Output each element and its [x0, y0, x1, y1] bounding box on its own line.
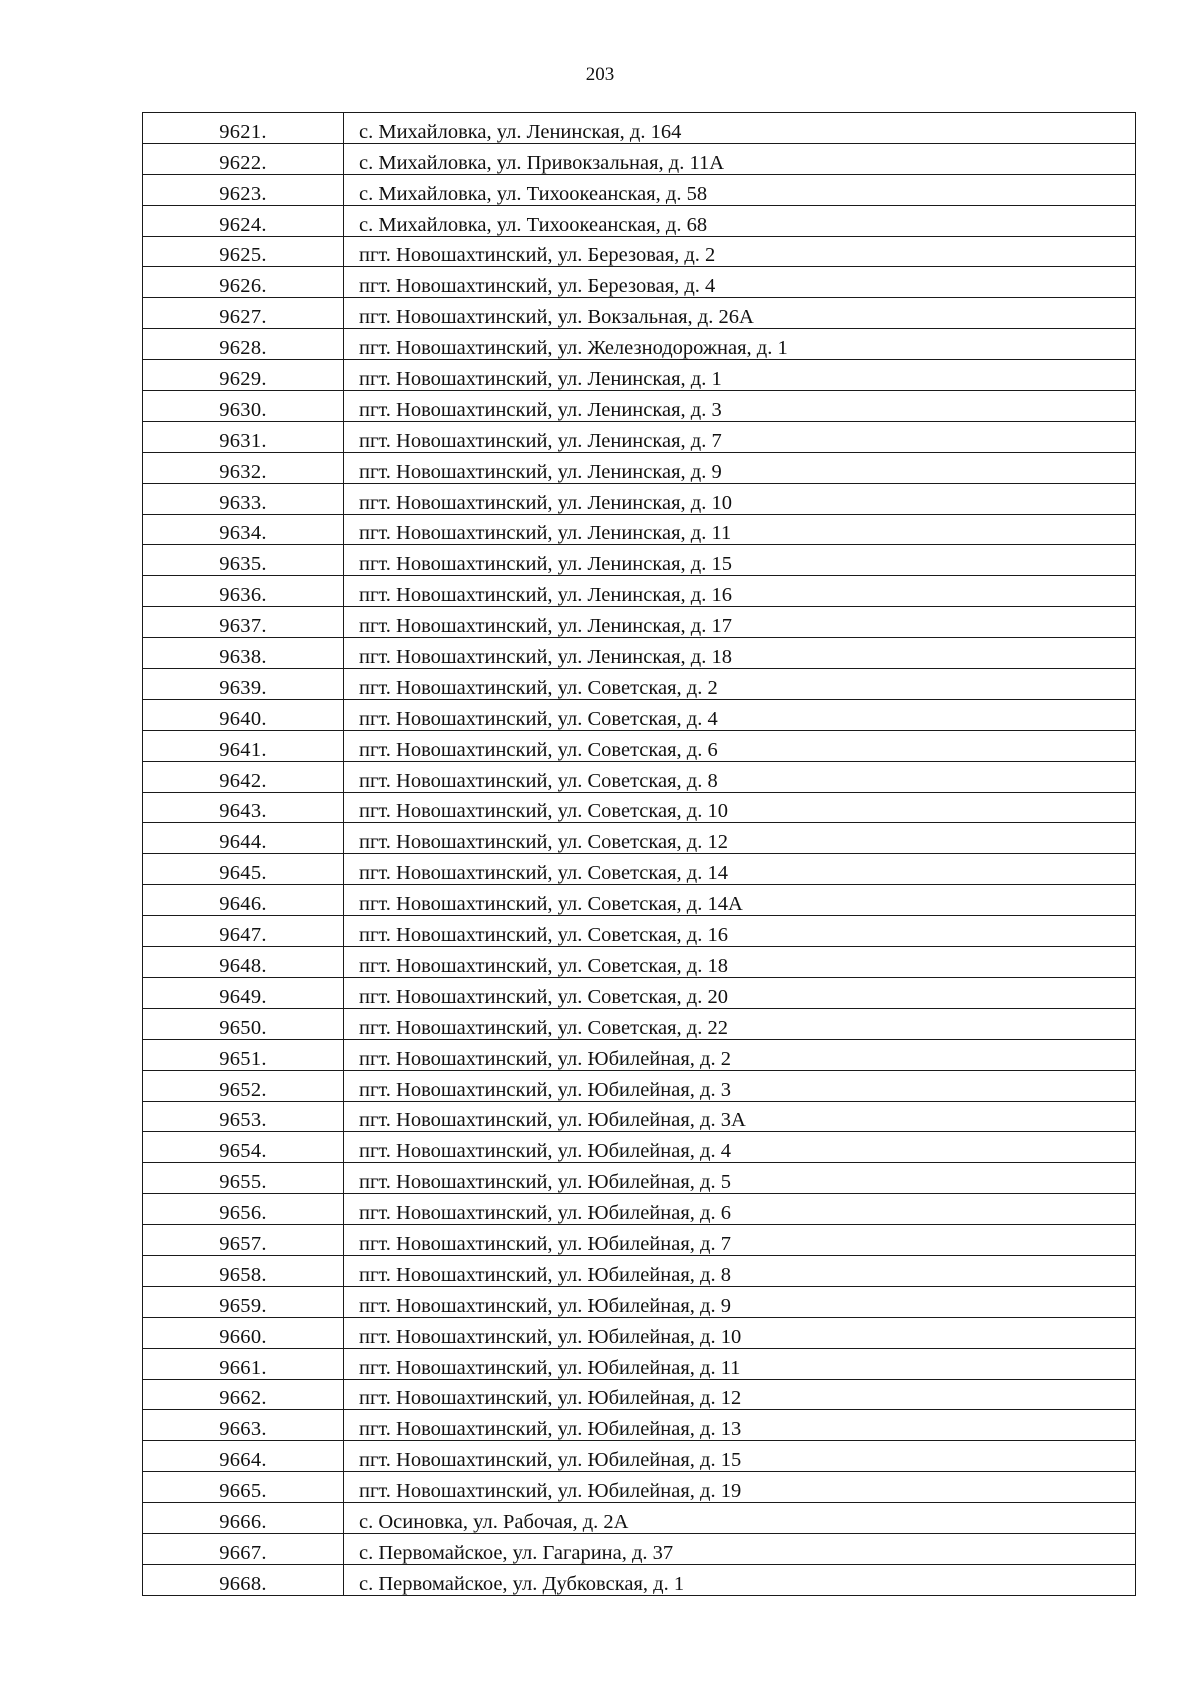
table-row	[143, 1039, 1136, 1070]
row-address: пгт. Новошахтинский, ул. Юбилейная, д. 2	[344, 1039, 1136, 1070]
table-row	[143, 1441, 1136, 1472]
row-address: пгт. Новошахтинский, ул. Советская, д. 18	[344, 947, 1136, 978]
page-number: 203	[585, 64, 615, 85]
table-row	[143, 1410, 1136, 1441]
row-number: 9658.	[143, 1255, 344, 1286]
row-number: 9654.	[143, 1132, 344, 1163]
table-row	[143, 854, 1136, 885]
address-table	[142, 112, 1136, 1596]
table-row	[143, 329, 1136, 360]
row-number: 9641.	[143, 730, 344, 761]
table-row	[143, 1132, 1136, 1163]
row-address: пгт. Новошахтинский, ул. Юбилейная, д. 6	[344, 1194, 1136, 1225]
table-row	[143, 1255, 1136, 1286]
row-address: пгт. Новошахтинский, ул. Советская, д. 14	[344, 854, 1136, 885]
row-address: с. Михайловка, ул. Ленинская, д. 164	[344, 113, 1136, 144]
row-number: 9636.	[143, 576, 344, 607]
row-address: пгт. Новошахтинский, ул. Советская, д. 8	[344, 761, 1136, 792]
table-row	[143, 236, 1136, 267]
table-row	[143, 761, 1136, 792]
row-address: пгт. Новошахтинский, ул. Юбилейная, д. 5	[344, 1163, 1136, 1194]
row-number: 9666.	[143, 1503, 344, 1534]
table-row	[143, 113, 1136, 144]
row-number: 9635.	[143, 545, 344, 576]
address-table-body	[143, 113, 1136, 1596]
table-row	[143, 267, 1136, 298]
row-number: 9621.	[143, 113, 344, 144]
row-number: 9637.	[143, 607, 344, 638]
row-number: 9625.	[143, 236, 344, 267]
row-number: 9655.	[143, 1163, 344, 1194]
table-row	[143, 1008, 1136, 1039]
row-number: 9647.	[143, 916, 344, 947]
row-number: 9634.	[143, 514, 344, 545]
row-number: 9656.	[143, 1194, 344, 1225]
table-row	[143, 205, 1136, 236]
row-number: 9640.	[143, 699, 344, 730]
row-address: с. Михайловка, ул. Привокзальная, д. 11А	[344, 143, 1136, 174]
row-address: с. Первомайское, ул. Дубковская, д. 1	[344, 1564, 1136, 1595]
row-address: пгт. Новошахтинский, ул. Юбилейная, д. 8	[344, 1255, 1136, 1286]
row-address: пгт. Новошахтинский, ул. Советская, д. 22	[344, 1008, 1136, 1039]
table-row	[143, 1101, 1136, 1132]
table-row	[143, 1564, 1136, 1595]
row-number: 9643.	[143, 792, 344, 823]
row-address: пгт. Новошахтинский, ул. Юбилейная, д. 13	[344, 1410, 1136, 1441]
row-number: 9630.	[143, 391, 344, 422]
row-address: пгт. Новошахтинский, ул. Ленинская, д. 7	[344, 421, 1136, 452]
table-row	[143, 545, 1136, 576]
row-number: 9623.	[143, 174, 344, 205]
row-number: 9659.	[143, 1286, 344, 1317]
table-row	[143, 823, 1136, 854]
table-row	[143, 669, 1136, 700]
row-number: 9652.	[143, 1070, 344, 1101]
row-address: пгт. Новошахтинский, ул. Юбилейная, д. 7	[344, 1225, 1136, 1256]
table-row	[143, 514, 1136, 545]
row-address: пгт. Новошахтинский, ул. Советская, д. 20	[344, 977, 1136, 1008]
row-address: пгт. Новошахтинский, ул. Ленинская, д. 3	[344, 391, 1136, 422]
row-address: пгт. Новошахтинский, ул. Юбилейная, д. 4	[344, 1132, 1136, 1163]
row-address: пгт. Новошахтинский, ул. Юбилейная, д. 19	[344, 1472, 1136, 1503]
row-number: 9651.	[143, 1039, 344, 1070]
row-number: 9653.	[143, 1101, 344, 1132]
row-number: 9661.	[143, 1348, 344, 1379]
table-row	[143, 699, 1136, 730]
row-address: пгт. Новошахтинский, ул. Юбилейная, д. 3А	[344, 1101, 1136, 1132]
table-row	[143, 576, 1136, 607]
row-number: 9663.	[143, 1410, 344, 1441]
row-number: 9626.	[143, 267, 344, 298]
table-row	[143, 1225, 1136, 1256]
table-row	[143, 1348, 1136, 1379]
row-address: пгт. Новошахтинский, ул. Советская, д. 16	[344, 916, 1136, 947]
row-address: с. Михайловка, ул. Тихоокеанская, д. 68	[344, 205, 1136, 236]
row-address: пгт. Новошахтинский, ул. Ленинская, д. 16	[344, 576, 1136, 607]
row-address: пгт. Новошахтинский, ул. Ленинская, д. 1	[344, 360, 1136, 391]
row-address: с. Первомайское, ул. Гагарина, д. 37	[344, 1533, 1136, 1564]
table-row	[143, 143, 1136, 174]
row-address: с. Осиновка, ул. Рабочая, д. 2А	[344, 1503, 1136, 1534]
row-address: пгт. Новошахтинский, ул. Ленинская, д. 17	[344, 607, 1136, 638]
table-row	[143, 1163, 1136, 1194]
table-row	[143, 421, 1136, 452]
table-row	[143, 1194, 1136, 1225]
table-row	[143, 1379, 1136, 1410]
row-address: пгт. Новошахтинский, ул. Советская, д. 10	[344, 792, 1136, 823]
row-address: пгт. Новошахтинский, ул. Юбилейная, д. 9	[344, 1286, 1136, 1317]
table-row	[143, 360, 1136, 391]
table-row	[143, 1070, 1136, 1101]
row-number: 9632.	[143, 452, 344, 483]
row-number: 9649.	[143, 977, 344, 1008]
row-address: пгт. Новошахтинский, ул. Юбилейная, д. 3	[344, 1070, 1136, 1101]
table-row	[143, 1317, 1136, 1348]
row-number: 9664.	[143, 1441, 344, 1472]
row-address: пгт. Новошахтинский, ул. Березовая, д. 2	[344, 236, 1136, 267]
row-number: 9639.	[143, 669, 344, 700]
table-row	[143, 483, 1136, 514]
row-address: с. Михайловка, ул. Тихоокеанская, д. 58	[344, 174, 1136, 205]
table-row	[143, 298, 1136, 329]
table-row	[143, 607, 1136, 638]
row-number: 9668.	[143, 1564, 344, 1595]
row-address: пгт. Новошахтинский, ул. Юбилейная, д. 15	[344, 1441, 1136, 1472]
row-address: пгт. Новошахтинский, ул. Юбилейная, д. 10	[344, 1317, 1136, 1348]
row-number: 9633.	[143, 483, 344, 514]
row-address: пгт. Новошахтинский, ул. Ленинская, д. 18	[344, 638, 1136, 669]
row-address: пгт. Новошахтинский, ул. Советская, д. 4	[344, 699, 1136, 730]
row-address: пгт. Новошахтинский, ул. Советская, д. 6	[344, 730, 1136, 761]
row-address: пгт. Новошахтинский, ул. Ленинская, д. 9	[344, 452, 1136, 483]
row-number: 9667.	[143, 1533, 344, 1564]
row-number: 9660.	[143, 1317, 344, 1348]
row-address: пгт. Новошахтинский, ул. Советская, д. 12	[344, 823, 1136, 854]
row-address: пгт. Новошахтинский, ул. Юбилейная, д. 11	[344, 1348, 1136, 1379]
row-number: 9638.	[143, 638, 344, 669]
table-row	[143, 1472, 1136, 1503]
row-number: 9645.	[143, 854, 344, 885]
row-number: 9628.	[143, 329, 344, 360]
row-number: 9650.	[143, 1008, 344, 1039]
row-address: пгт. Новошахтинский, ул. Ленинская, д. 15	[344, 545, 1136, 576]
table-row	[143, 916, 1136, 947]
table-row	[143, 1503, 1136, 1534]
row-number: 9631.	[143, 421, 344, 452]
table-row	[143, 947, 1136, 978]
row-number: 9662.	[143, 1379, 344, 1410]
table-row	[143, 1286, 1136, 1317]
table-row	[143, 452, 1136, 483]
row-number: 9657.	[143, 1225, 344, 1256]
table-row	[143, 1533, 1136, 1564]
row-number: 9622.	[143, 143, 344, 174]
row-number: 9646.	[143, 885, 344, 916]
table-row	[143, 730, 1136, 761]
row-address: пгт. Новошахтинский, ул. Юбилейная, д. 12	[344, 1379, 1136, 1410]
row-address: пгт. Новошахтинский, ул. Ленинская, д. 10	[344, 483, 1136, 514]
row-address: пгт. Новошахтинский, ул. Вокзальная, д. 26А	[344, 298, 1136, 329]
row-number: 9648.	[143, 947, 344, 978]
table-row	[143, 391, 1136, 422]
table-row	[143, 792, 1136, 823]
table-row	[143, 885, 1136, 916]
row-number: 9629.	[143, 360, 344, 391]
table-row	[143, 638, 1136, 669]
row-address: пгт. Новошахтинский, ул. Березовая, д. 4	[344, 267, 1136, 298]
row-address: пгт. Новошахтинский, ул. Ленинская, д. 11	[344, 514, 1136, 545]
row-address: пгт. Новошахтинский, ул. Советская, д. 2	[344, 669, 1136, 700]
row-number: 9644.	[143, 823, 344, 854]
row-number: 9642.	[143, 761, 344, 792]
row-address: пгт. Новошахтинский, ул. Железнодорожная, д. 1	[344, 329, 1136, 360]
row-address: пгт. Новошахтинский, ул. Советская, д. 14А	[344, 885, 1136, 916]
row-number: 9627.	[143, 298, 344, 329]
row-number: 9624.	[143, 205, 344, 236]
table-row	[143, 977, 1136, 1008]
row-number: 9665.	[143, 1472, 344, 1503]
table-row	[143, 174, 1136, 205]
